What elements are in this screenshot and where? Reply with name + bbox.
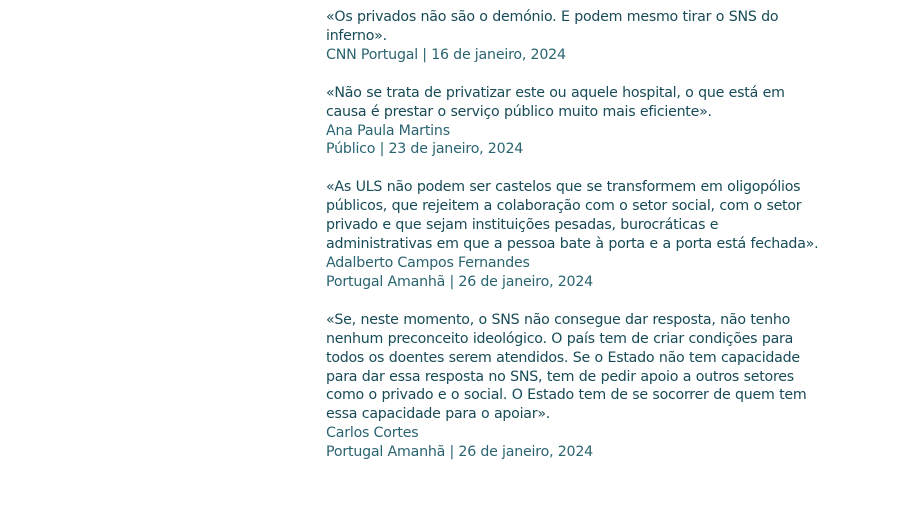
quote-text: «Os privados não são o demónio. E podem mesmo tirar o SNS do inferno».: [326, 9, 779, 44]
quote-source: Público | 23 de janeiro, 2024: [326, 141, 524, 158]
quote-author: Adalberto Campos Fernandes: [326, 254, 530, 271]
quote-source: CNN Portugal | 16 de janeiro, 2024: [326, 46, 566, 63]
quote-source: Portugal Amanhã | 26 de janeiro, 2024: [326, 444, 593, 461]
quote-text: «Se, neste momento, o SNS não consegue dar resposta, não tenho nenhum preconceito ideológico. O país tem de criar condições para todos os doentes serem atendidos. Se o Estado não tem capacidade para dar essa resposta no SNS, tem de pedir apoio a outros setores como o privado e o social. O Estado tem de se socorrer de quem tem essa capacidade para o apoiar».: [326, 311, 807, 423]
quote-block: [326, 178, 826, 291]
quote-source: Portugal Amanhã | 26 de janeiro, 2024: [326, 273, 593, 290]
quote-author: Ana Paula Martins: [326, 122, 450, 139]
quote-block: [326, 84, 826, 160]
quotes-list: [326, 8, 826, 481]
quote-author: Carlos Cortes: [326, 425, 419, 442]
quote-block: [326, 311, 826, 462]
quote-text: «As ULS não podem ser castelos que se transformem em oligopólios públicos, que rejeitem a colaboração com o setor social, com o setor privado e que sejam instituições pesadas, burocráticas e administrativas em que a pessoa bate à porta e a porta está fechada».: [326, 179, 819, 253]
quote-text: «Não se trata de privatizar este ou aquele hospital, o que está em causa é prestar o serviço público muito mais eficiente».: [326, 84, 785, 120]
quote-block: [326, 8, 826, 65]
